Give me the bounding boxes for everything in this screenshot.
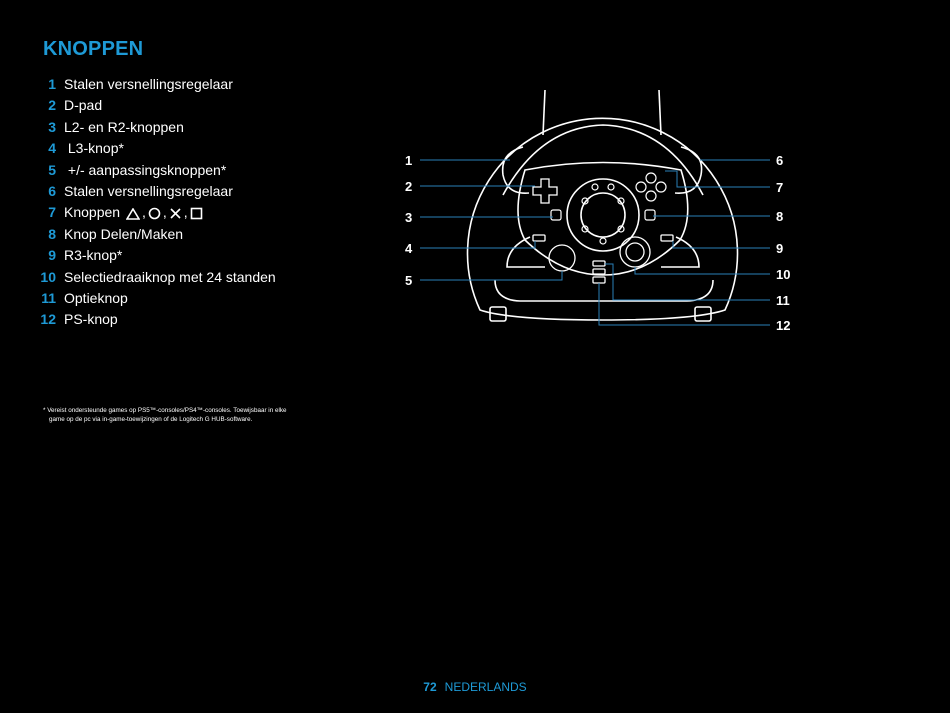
list-item xyxy=(28,160,276,181)
cross-icon xyxy=(169,207,182,220)
list-item: 7 Knoppen , , , xyxy=(28,202,276,223)
list-item xyxy=(28,224,276,245)
callout-6: 6 xyxy=(776,153,784,168)
list-item xyxy=(28,245,276,266)
item-label: L3-knop* xyxy=(64,140,124,157)
callout-10: 10 xyxy=(776,267,791,282)
item-number: 11 xyxy=(41,289,56,306)
callout-9: 9 xyxy=(776,241,784,256)
triangle-icon xyxy=(126,208,140,220)
dpad-icon xyxy=(533,179,557,203)
list-item xyxy=(28,95,276,116)
list-item xyxy=(28,138,276,159)
item-number: 9 xyxy=(48,247,56,264)
wheel-outline xyxy=(468,90,738,321)
item-number: 6 xyxy=(48,182,56,199)
callout-8: 8 xyxy=(776,209,784,224)
button-list xyxy=(28,74,276,331)
item-number: 5 xyxy=(48,161,56,178)
item-label: Knop Delen/Maken xyxy=(64,225,184,242)
callout-4: 4 xyxy=(405,241,413,256)
list-item xyxy=(28,309,276,330)
callout-11: 11 xyxy=(776,293,790,308)
list-item xyxy=(28,181,276,202)
callout-12: 12 xyxy=(776,318,791,333)
item-label: Optieknop xyxy=(64,289,128,306)
item-number: 2 xyxy=(48,97,56,114)
item-label: R3-knop* xyxy=(64,247,123,264)
page-number: 72 xyxy=(423,680,437,694)
callout-2: 2 xyxy=(405,179,413,194)
item-number: 1 xyxy=(48,76,56,92)
callout-7: 7 xyxy=(776,180,784,195)
list-item xyxy=(28,117,276,138)
list-item xyxy=(28,267,276,288)
footnote-line-1: * Vereist ondersteunde games op PS5™-consoles/PS4™-consoles. Toewijsbaar in elke xyxy=(43,407,287,414)
item-label: Stalen versnellingsregelaar xyxy=(64,182,233,199)
item-label: +/- aanpassingsknoppen* xyxy=(64,161,227,178)
footnote-line-2: game op de pc via in-game-toewijzingen of de Logitech G HUB-software. xyxy=(49,415,253,423)
callout-3: 3 xyxy=(405,210,413,225)
callout-1: 1 xyxy=(405,153,413,168)
language-label: NEDERLANDS xyxy=(444,680,527,694)
wheel-diagram xyxy=(395,75,815,345)
callout-5: 5 xyxy=(405,273,413,288)
item-label: L2- en R2-knoppen xyxy=(64,118,184,135)
item-number: 10 xyxy=(40,268,56,285)
list-item xyxy=(28,288,276,309)
item-number: 8 xyxy=(48,225,56,242)
page-title: KNOPPEN xyxy=(43,38,144,60)
square-icon xyxy=(190,207,203,220)
item-label: PS-knop xyxy=(64,311,118,328)
list-item xyxy=(28,74,276,95)
circle-icon xyxy=(148,207,161,220)
item-number: 12 xyxy=(40,311,56,328)
item-label: Selectiedraaiknop met 24 standen xyxy=(64,268,276,285)
item-number: 4 xyxy=(48,140,56,157)
item-number: 3 xyxy=(48,118,56,135)
item-number: 7 xyxy=(48,204,56,221)
footnote xyxy=(43,407,353,424)
page-footer xyxy=(0,680,950,694)
item-label: Stalen versnellingsregelaar xyxy=(64,76,233,92)
item-label: Knoppen xyxy=(64,204,121,221)
item-label: D-pad xyxy=(64,97,103,114)
